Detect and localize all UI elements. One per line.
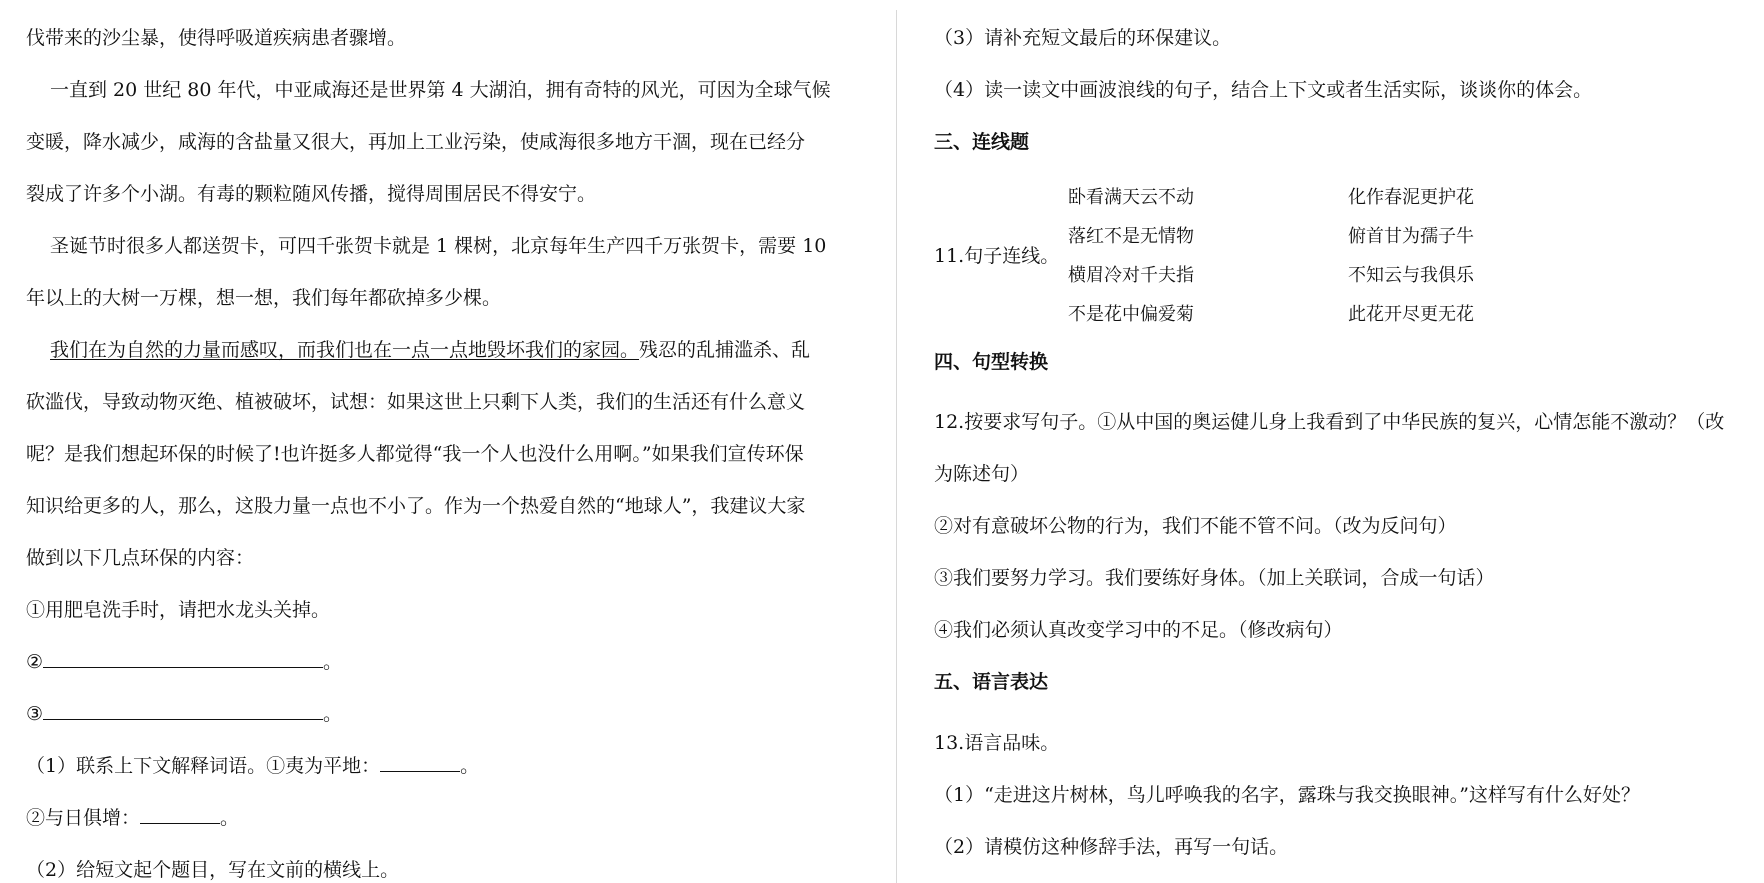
question-1-2 xyxy=(26,806,239,830)
question-12-cont: 为陈述句） xyxy=(934,463,1030,485)
paragraph-line: 伐带来的沙尘暴，使得呼吸道疾病患者骤增。 xyxy=(26,27,407,49)
question-4: （4）读一读文中画波浪线的句子，结合上下文或者生活实际，谈谈你的体会。 xyxy=(934,79,1593,101)
match-right-item[interactable]: 化作春泥更护花 xyxy=(1348,187,1474,208)
paragraph-line: 圣诞节时很多人都送贺卡，可四千张贺卡就是 1 棵树，北京每年生产四千万张贺卡，需要 10 xyxy=(50,235,827,257)
column-divider xyxy=(896,10,897,883)
section-heading-3: 三、连线题 xyxy=(934,131,1030,153)
match-right-item[interactable]: 不知云与我俱乐 xyxy=(1348,265,1474,286)
question-12-3: ③我们要努力学习。我们要练好身体。（加上关联词，合成一句话） xyxy=(934,567,1495,589)
match-left-item[interactable]: 落红不是无情物 xyxy=(1068,226,1194,247)
paragraph-line: 砍滥伐，导致动物灭绝、植被破坏，试想：如果这世上只剩下人类，我们的生活还有什么意义 xyxy=(26,391,806,413)
answer-blank[interactable] xyxy=(43,666,323,668)
match-right-item[interactable]: 此花开尽更无花 xyxy=(1348,304,1474,325)
tip-item xyxy=(26,650,342,674)
question-12: 12.按要求写句子。①从中国的奥运健儿身上我看到了中华民族的复兴，心情怎能不激动？（改 xyxy=(934,411,1725,433)
match-left-item[interactable]: 横眉冷对千夫指 xyxy=(1068,265,1194,286)
wavy-underlined-sentence: 我们在为自然的力量而感叹，而我们也在一点一点地毁坏我们的家园。 xyxy=(50,339,640,361)
tip-number: ③ xyxy=(26,703,44,725)
paragraph-line: 年以上的大树一万棵，想一想，我们每年都砍掉多少棵。 xyxy=(26,287,502,309)
paragraph-line: 呢？是我们想起环保的时候了!也许挺多人都觉得“我一个人也没什么用啊。”如果我们宣传环保 xyxy=(26,443,804,465)
paragraph-text: 残忍的乱捕滥杀、乱 xyxy=(639,339,811,361)
question-13-2: （2）请模仿这种修辞手法，再写一句话。 xyxy=(934,836,1289,858)
question-13-1: （1）“走进这片树林，鸟儿呼唤我的名字，露珠与我交换眼神。”这样写有什么好处？ xyxy=(934,784,1641,806)
question-13: 13.语言品味。 xyxy=(934,732,1060,754)
match-left-item[interactable]: 不是花中偏爱菊 xyxy=(1068,304,1194,325)
tip-number: ② xyxy=(26,651,44,673)
match-right-item[interactable]: 俯首甘为孺子牛 xyxy=(1348,226,1474,247)
paragraph-line: 裂成了许多个小湖。有毒的颗粒随风传播，搅得周围居民不得安宁。 xyxy=(26,183,597,205)
answer-blank[interactable] xyxy=(140,822,220,824)
paragraph-line: 变暖，降水减少，咸海的含盐量又很大，再加上工业污染，使咸海很多地方干涸，现在已经分 xyxy=(26,131,806,153)
question-1 xyxy=(26,754,479,778)
question-12-4: ④我们必须认真改变学习中的不足。（修改病句） xyxy=(934,619,1343,641)
paragraph-line xyxy=(50,338,810,362)
tip-item xyxy=(26,702,342,726)
question-3: （3）请补充短文最后的环保建议。 xyxy=(934,27,1232,49)
period: 。 xyxy=(460,755,480,777)
answer-blank[interactable] xyxy=(43,718,323,720)
question-text: ②与日俱增： xyxy=(26,807,141,829)
question-2: （2）给短文起个题目，写在文前的横线上。 xyxy=(26,859,400,881)
section-heading-5: 五、语言表达 xyxy=(934,671,1049,693)
period: 。 xyxy=(220,807,240,829)
period: 。 xyxy=(323,651,343,673)
question-11-label: 11.句子连线。 xyxy=(934,245,1060,267)
period: 。 xyxy=(323,703,343,725)
question-text: （1）联系上下文解释词语。①夷为平地： xyxy=(26,755,381,777)
section-heading-4: 四、句型转换 xyxy=(934,351,1049,373)
paragraph-line: 知识给更多的人，那么，这股力量一点也不小了。作为一个热爱自然的“地球人”，我建议大家 xyxy=(26,495,806,517)
question-12-2: ②对有意破坏公物的行为，我们不能不管不问。（改为反问句） xyxy=(934,515,1457,537)
paragraph-line: 一直到 20 世纪 80 年代，中亚咸海还是世界第 4 大湖泊，拥有奇特的风光，可因为全球气候 xyxy=(50,79,831,101)
answer-blank[interactable] xyxy=(380,770,460,772)
tip-item: ①用肥皂洗手时，请把水龙头关掉。 xyxy=(26,599,331,621)
paragraph-line: 做到以下几点环保的内容： xyxy=(26,547,255,569)
match-left-item[interactable]: 卧看满天云不动 xyxy=(1068,187,1194,208)
